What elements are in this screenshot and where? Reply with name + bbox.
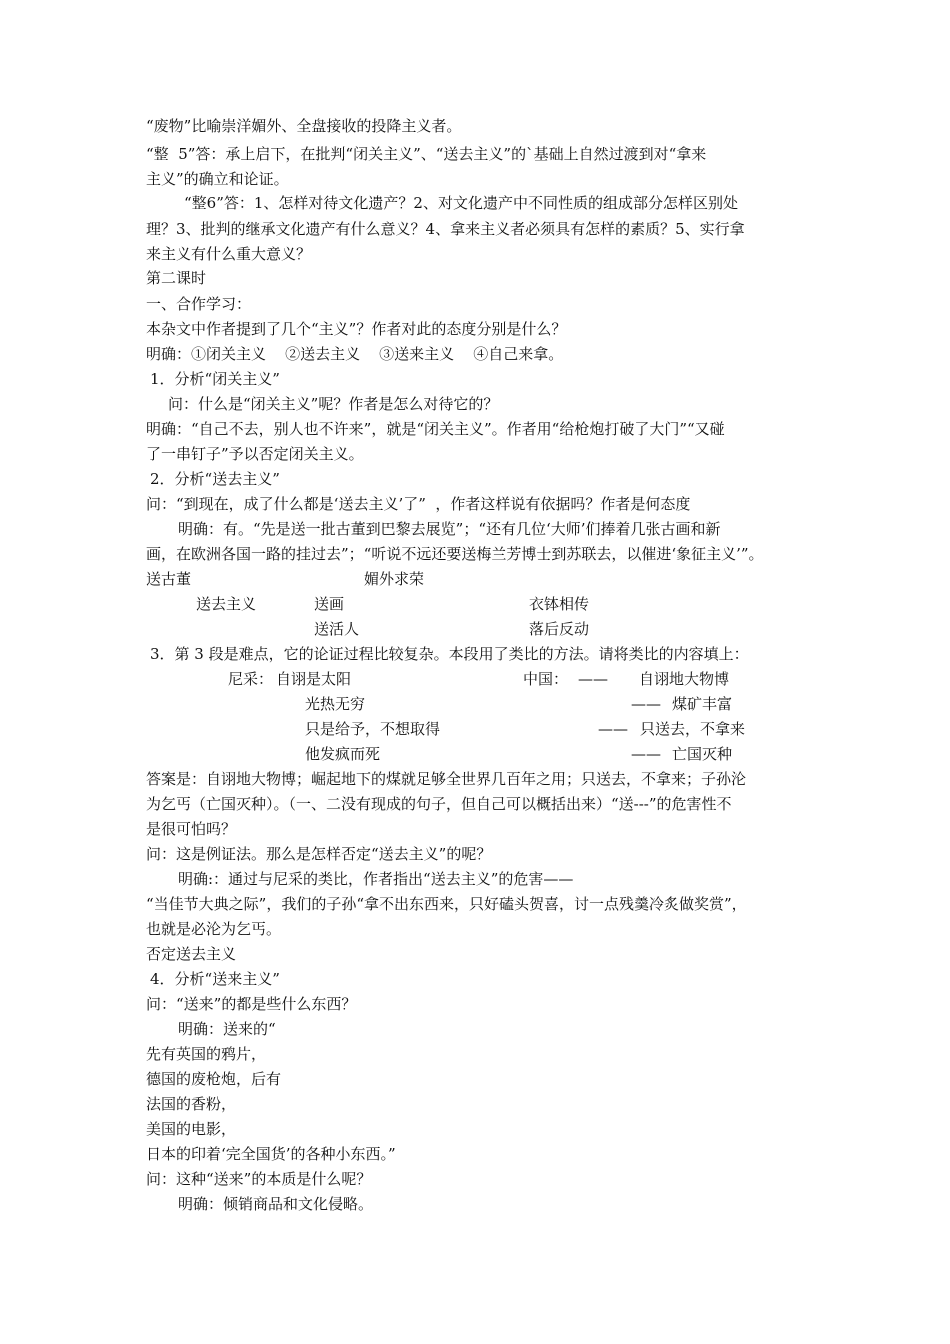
- diagram-item: 送去主义: [196, 595, 257, 613]
- text-line: 明确：①闭关主义 ②送去主义 ③送来主义 ④自己来拿。: [146, 345, 564, 363]
- section-heading: 第二课时: [146, 269, 207, 287]
- text-line: 日本的印着‘完全国货’的各种小东西。”: [146, 1145, 396, 1163]
- text-line: 是很可怕吗？: [146, 820, 237, 838]
- text-line: 本杂文中作者提到了几个“主义”？作者对此的态度分别是什么？: [146, 320, 567, 338]
- numbered-heading: 3．第 3 段是难点，它的论证过程比较复杂。本段用了类比的方法。请将类比的内容填上：: [150, 645, 749, 663]
- text-line: 问：什么是“闭关主义”呢？作者是怎么对待它的？: [168, 395, 499, 413]
- text-line: 明确：倾销商品和文化侵略。: [178, 1195, 374, 1213]
- text-line: “当佳节大典之际”，我们的子孙“拿不出东西来，只好磕头贺喜，讨一点残羹冷炙做奖赏”，: [146, 895, 747, 913]
- text-line: 明确:：通过与尼采的类比，作者指出“送去主义”的危害——: [178, 870, 574, 888]
- analogy-left: 自诩是太阳: [276, 670, 352, 688]
- analogy-dash: ——: [598, 720, 628, 738]
- text-line: 理？3、批判的继承文化遗产有什么意义？4、拿来主义者必须具有怎样的素质？5、实行拿: [146, 220, 745, 238]
- analogy-label: 中国：: [523, 670, 569, 688]
- text-line: 明确：“自己不去，别人也不许来”，就是“闭关主义”。作者用“给枪炮打破了大门”“又碰: [146, 420, 725, 438]
- diagram-item: 衣钵相传: [529, 595, 590, 613]
- numbered-heading: 2．分析“送去主义”: [150, 470, 280, 488]
- numbered-heading: 4．分析“送来主义”: [150, 970, 280, 988]
- text-line: 了一串钉子”予以否定闭关主义。: [146, 445, 364, 463]
- text-line: 法国的香粉，: [146, 1095, 237, 1113]
- analogy-left: 光热无穷: [305, 695, 366, 713]
- analogy-right: 自诩地大物博: [639, 670, 730, 688]
- analogy-label: 尼采：: [228, 670, 274, 688]
- analogy-left: 只是给予，不想取得: [305, 720, 441, 738]
- text-line: 为乞丐（亡国灭种）。（一、二没有现成的句子，但自己可以概括出来）“送---”的危害性不: [146, 795, 732, 813]
- numbered-heading: 1．分析“闭关主义”: [150, 370, 280, 388]
- text-line: 来主义有什么重大意义？: [146, 245, 312, 263]
- text-line: 画，在欧洲各国一路的挂过去”；“听说不远还要送梅兰芳博士到苏联去，以催进‘象征主义’”。: [146, 545, 764, 563]
- diagram-item: 媚外求荣: [364, 570, 425, 588]
- diagram-item: 送画: [314, 595, 345, 613]
- analogy-dash: ——: [631, 745, 661, 763]
- text-line: 否定送去主义: [146, 945, 237, 963]
- analogy-right: 煤矿丰富: [672, 695, 733, 713]
- text-line: “整6”答：1、怎样对待文化遗产？2、对文化遗产中不同性质的组成部分怎样区别处: [184, 194, 738, 212]
- text-line: 问：这种“送来”的本质是什么呢？: [146, 1170, 372, 1188]
- section-heading: 一、合作学习：: [146, 295, 252, 313]
- text-line: 先有英国的鸦片，: [146, 1045, 267, 1063]
- analogy-dash: ——: [631, 695, 661, 713]
- text-line: 美国的电影，: [146, 1120, 237, 1138]
- text-line: “废物”比喻崇洋媚外、全盘接收的投降主义者。: [146, 117, 462, 135]
- text-line: 问：这是例证法。那么是怎样否定“送去主义”的呢？: [146, 845, 492, 863]
- diagram-item: 送古董: [146, 570, 192, 588]
- analogy-right: 亡国灭种: [672, 745, 733, 763]
- text-line: 主义”的确立和论证。: [146, 170, 289, 188]
- text-line: 明确：有。“先是送一批古董到巴黎去展览”；“还有几位‘大师’们捧着几张古画和新: [178, 520, 721, 538]
- text-line: 明确：送来的“: [178, 1020, 276, 1038]
- diagram-item: 落后反动: [529, 620, 590, 638]
- text-line: 德国的废枪炮，后有: [146, 1070, 282, 1088]
- text-line: 也就是必沦为乞丐。: [146, 920, 282, 938]
- analogy-right: 只送去，不拿来: [640, 720, 746, 738]
- analogy-left: 他发疯而死: [305, 745, 381, 763]
- text-line: 问：“到现在，成了什么都是‘送去主义’了” ，作者这样说有依据吗？作者是何态度: [146, 495, 691, 513]
- analogy-dash: ——: [578, 670, 608, 688]
- text-line: 答案是：自诩地大物博；崛起地下的煤就足够全世界几百年之用；只送去，不拿来；子孙沦: [146, 770, 747, 788]
- diagram-item: 送活人: [314, 620, 360, 638]
- text-line: “整 5”答：承上启下，在批判“闭关主义”、“送去主义”的`基础上自然过渡到对“拿来: [146, 145, 707, 163]
- text-line: 问：“送来”的都是些什么东西？: [146, 995, 357, 1013]
